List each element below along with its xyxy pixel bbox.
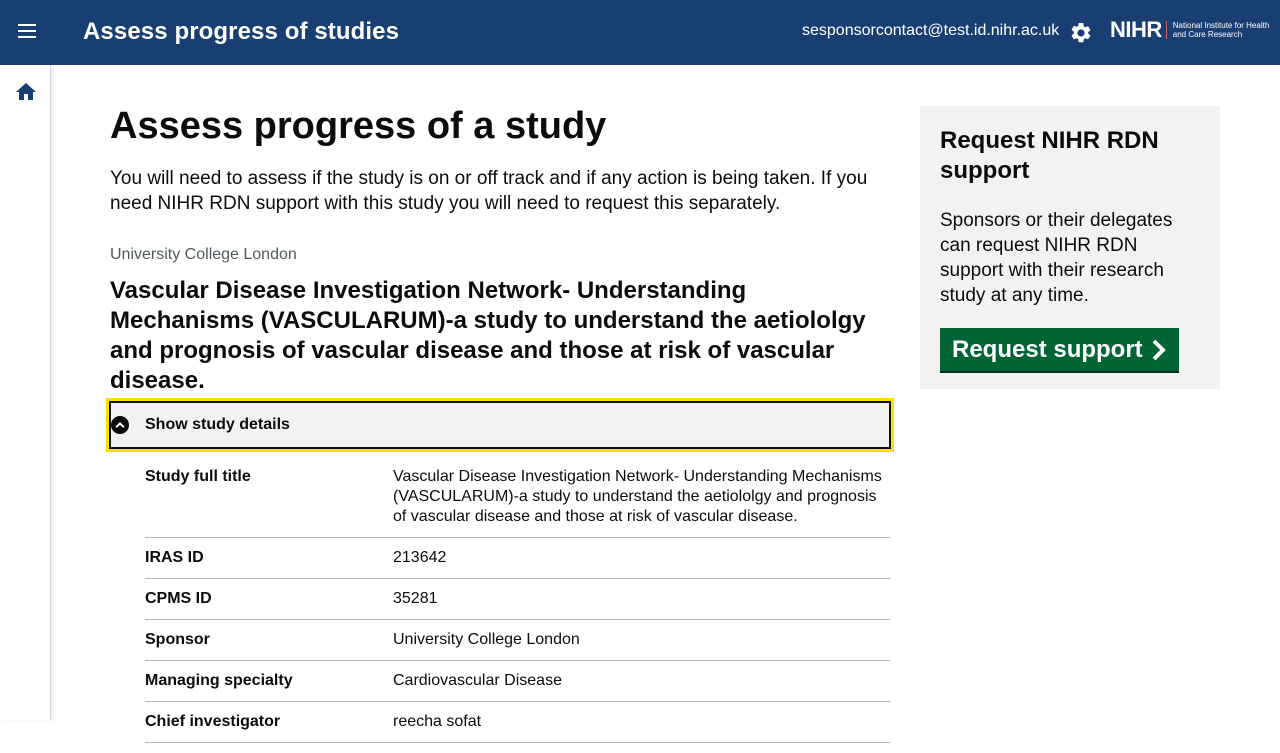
menu-icon[interactable] bbox=[14, 20, 40, 44]
menu-bar bbox=[18, 30, 36, 32]
study-title: Vascular Disease Investigation Network- Understanding Mechanisms (VASCULARUM)-a study to understand the aetiololgy and prognosis of vascular disease and those at risk of vascular disease. bbox=[110, 277, 866, 394]
summary-key: IRAS ID bbox=[145, 549, 204, 566]
sidebar bbox=[0, 65, 51, 720]
summary-value: 213642 bbox=[393, 549, 447, 566]
request-support-label: Request support bbox=[952, 335, 1143, 363]
summary-row bbox=[145, 712, 890, 743]
logo-mark: NIHR bbox=[1110, 17, 1162, 42]
summary-key: CPMS ID bbox=[145, 590, 212, 607]
study-details-list bbox=[145, 467, 890, 743]
summary-row bbox=[145, 589, 890, 620]
summary-value: University College London bbox=[393, 631, 580, 648]
summary-value: Vascular Disease Investigation Network- Understanding Mechanisms (VASCULARUM)-a study to understand the aetiololgy and prognosis of vascular disease and those at risk of vascular disease. bbox=[393, 468, 882, 525]
summary-row bbox=[145, 671, 890, 702]
menu-bar bbox=[18, 24, 36, 26]
request-support-text: Sponsors or their delegates can request NIHR RDN support with their research study at any time. bbox=[940, 210, 1173, 306]
summary-value: reecha sofat bbox=[393, 713, 482, 730]
summary-row bbox=[145, 548, 890, 579]
summary-key: Sponsor bbox=[145, 631, 210, 648]
user-email: sesponsorcontact@test.id.nihr.ac.uk bbox=[802, 22, 1060, 39]
summary-key: Study full title bbox=[145, 468, 251, 485]
intro-text: You will need to assess if the study is on or off track and if any action is being taken. If you need NIHR RDN support with this study you will need to request this separately. bbox=[110, 168, 868, 214]
top-bar bbox=[0, 0, 1280, 65]
request-support-button[interactable] bbox=[940, 328, 1179, 371]
logo-divider bbox=[1166, 21, 1167, 39]
chevron-right-icon bbox=[1151, 339, 1167, 361]
gear-icon[interactable] bbox=[1069, 21, 1093, 45]
request-support-title: Request NIHR RDN support bbox=[940, 127, 1159, 184]
summary-key: Chief investigator bbox=[145, 713, 281, 730]
home-icon[interactable] bbox=[14, 80, 38, 104]
summary-key: Managing specialty bbox=[145, 672, 293, 689]
main-content bbox=[110, 104, 890, 753]
menu-bar bbox=[18, 36, 36, 38]
app-title: Assess progress of studies bbox=[83, 18, 400, 45]
page-title: Assess progress of a study bbox=[110, 105, 607, 147]
summary-value: 35281 bbox=[393, 590, 438, 607]
organisation-caption: University College London bbox=[110, 246, 297, 263]
chevron-up-icon bbox=[111, 416, 129, 434]
logo-org-name: National Institute for Health and Care Research bbox=[1172, 21, 1270, 39]
request-support-panel bbox=[920, 106, 1220, 389]
show-study-details-toggle[interactable] bbox=[109, 401, 891, 449]
summary-row bbox=[145, 467, 890, 538]
nihr-logo[interactable] bbox=[1110, 18, 1273, 42]
show-study-details-label: Show study details bbox=[145, 416, 290, 433]
summary-row bbox=[145, 630, 890, 661]
summary-value: Cardiovascular Disease bbox=[393, 672, 562, 689]
